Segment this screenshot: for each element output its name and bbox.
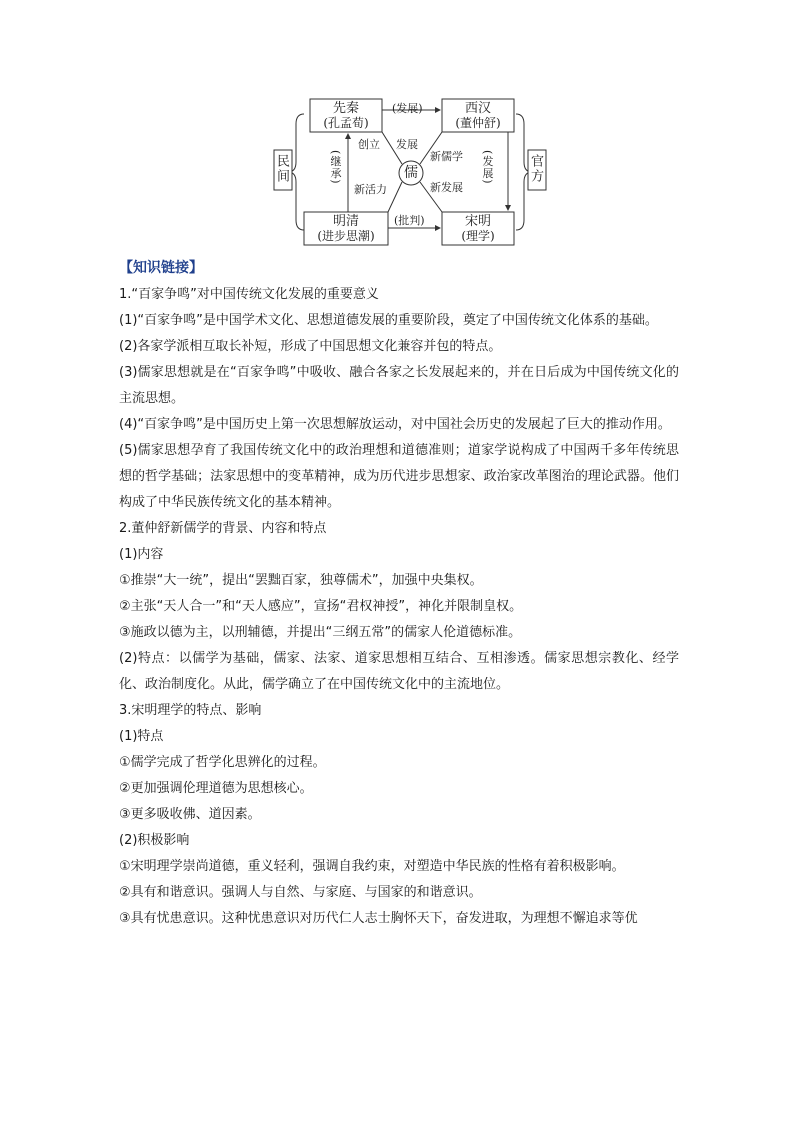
paragraph-3-2-b: ②具有和谐意识。强调人与自然、与家庭、与国家的和谐意识。 [119,885,482,900]
center-label-ru: 儒 [404,165,418,181]
box-mingqing-subtitle: (进步思潮) [317,229,375,243]
paragraph-3-1-c: ③更多吸收佛、道因素。 [119,807,261,822]
paragraph-2-2: (2)特点：以儒学为基础，儒家、法家、道家思想相互结合、互相渗透。儒家思想宗教化、经学化、政治制度化。从此，儒学确立了在中国传统文化中的主流地位。 [119,651,679,692]
box-xianqin-title: 先秦 [332,101,359,116]
paragraph-3-1-b: ②更加强调伦理道德为思想核心。 [119,781,313,796]
edge-label-xinfazhan: 新发展 [430,181,463,194]
side-label-guanfang: 官方 [528,154,543,184]
paragraph-2-1-b: ②主张“天人合一”和“天人感应”，宣扬“君权神授”，神化并限制皇权。 [119,599,523,614]
edge-label-xinhuoli: 新活力 [354,183,387,196]
box-xianqin-subtitle: (孔孟荀) [323,116,369,130]
paragraph-1-2: (2)各家学派相互取长补短，形成了中国思想文化兼容并包的特点。 [119,339,502,354]
paragraph-1: 1.“百家争鸣”对中国传统文化发展的重要意义 [119,287,379,302]
confucianism-development-diagram [270,92,550,252]
edge-label-fazhan: 发展 [396,138,418,151]
section-heading: 【知识链接】 [119,260,203,276]
paragraph-3-1: (1)特点 [119,729,164,744]
paragraph-3-2: (2)积极影响 [119,833,190,848]
box-xihan-subtitle: (董仲舒) [455,116,501,130]
box-songming-subtitle: (理学) [461,229,495,243]
box-mingqing-title: 明清 [332,214,359,229]
edge-label-xinruxue: 新儒学 [430,150,463,163]
paragraph-2: 2.董仲舒新儒学的背景、内容和特点 [119,521,327,536]
paragraph-2-1-a: ①推崇“大一统”，提出“罢黜百家，独尊儒术”，加强中央集权。 [119,573,483,588]
paragraph-1-4: (4)“百家争鸣”是中国历史上第一次思想解放运动，对中国社会历史的发展起了巨大的推动作用。 [119,417,671,432]
knowledge-links-section [119,254,679,932]
paragraph-2-1: (1)内容 [119,547,164,562]
edge-label-left: (继承) [329,150,342,185]
paragraph-3-2-c: ③具有忧患意识。这种忧患意识对历代仁人志士胸怀天下，奋发进取，为理想不懈追求等优 [119,911,638,926]
paragraph-2-1-c: ③施政以德为主，以刑辅德，并提出“三纲五常”的儒家人伦道德标准。 [119,625,522,640]
edge-label-right: (发展) [481,150,494,185]
paragraph-1-1: (1)“百家争鸣”是中国学术文化、思想道德发展的重要阶段，奠定了中国传统文化体系的基础。 [119,313,658,328]
paragraph-3-2-a: ①宋明理学崇尚道德，重义轻利，强调自我约束，对塑造中华民族的性格有着积极影响。 [119,859,625,874]
edge-label-top: (发展) [392,102,423,115]
edge-label-chuangli: 创立 [358,138,380,151]
box-songming-title: 宋明 [464,214,491,229]
edge-label-bottom: (批判) [394,214,425,227]
paragraph-1-3: (3)儒家思想就是在“百家争鸣”中吸收、融合各家之长发展起来的，并在日后成为中国传统文化的主流思想。 [119,365,679,406]
paragraph-1-5: (5)儒家思想孕育了我国传统文化中的政治理想和道德准则；道家学说构成了中国两千多年传统思想的哲学基础；法家思想中的变革精神，成为历代进步思想家、政治家改革图治的理论武器。他们构成了中华民族传统文化的基本精神。 [119,443,679,510]
side-label-minjian: 民间 [274,154,289,184]
paragraph-3-1-a: ①儒学完成了哲学化思辨化的过程。 [119,755,326,770]
box-xihan-title: 西汉 [464,101,491,116]
paragraph-3: 3.宋明理学的特点、影响 [119,703,262,718]
